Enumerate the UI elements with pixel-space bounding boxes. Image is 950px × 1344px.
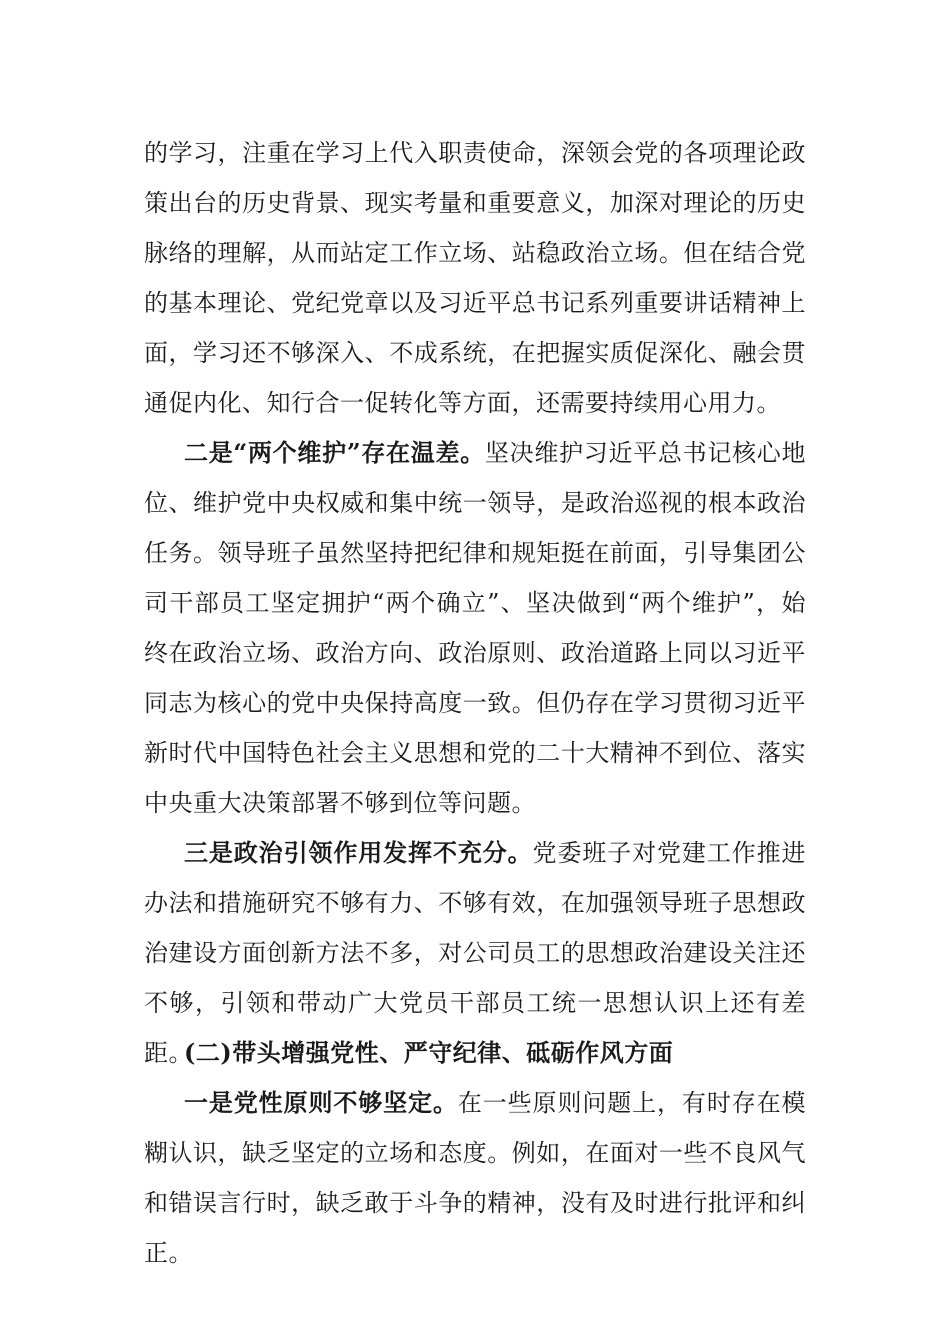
paragraph-text: 党委班子对党建工作推进办法和措施研究不够有力、不够有效，在加强领导班子思想政治建设方面创新方法不多，对公司员工的思想政治建设关注还不够，引领和带动广大党员干部员工统一思想认识上还有差距。 bbox=[144, 839, 807, 1067]
paragraph-text: 的学习，注重在学习上代入职责使命，深领会党的各项理论政策出台的历史背景、现实考量和重要意义，加深对理论的历史脉络的理解，从而站定工作立场、站稳政治立场。但在结合党的基本理论、党纪党章以及习近平总书记系列重要讲话精神上面，学习还不够深入、不成系统，在把握实质促深化、融会贯通促内化、知行合一促转化等方面，还需要持续用心用力。 bbox=[144, 139, 806, 417]
paragraph-party-principle bbox=[144, 1078, 806, 1278]
paragraph-study-continuation bbox=[144, 128, 806, 428]
paragraph-two-safeguards bbox=[144, 428, 806, 828]
section-heading: (二)带头增强党性、严守纪律、砥砺作风方面 bbox=[184, 1038, 674, 1067]
paragraph-text: 在一些原则问题上，有时存在模糊认识，缺乏坚定的立场和态度。例如，在面对一些不良风气和错误言行时，缺乏敢于斗争的精神，没有及时进行批评和纠正。 bbox=[144, 1089, 807, 1267]
paragraph-lead-heading: 二是“两个维护”存在温差。 bbox=[184, 438, 485, 467]
paragraph-text: 坚决维护习近平总书记核心地位、维护党中央权威和集中统一领导，是政治巡视的根本政治任务。领导班子虽然坚持把纪律和规矩挺在前面，引导集团公司干部员工坚定拥护“两个确立”、坚决做到“两个维护”，始终在政治立场、政治方向、政治原则、政治道路上同以习近平同志为核心的党中央保持高度一致。但仍存在学习贯彻习近平新时代中国特色社会主义思想和党的二十大精神不到位、落实中央重大决策部署不够到位等问题。 bbox=[144, 439, 807, 817]
paragraph-lead-heading: 一是党性原则不够坚定。 bbox=[184, 1088, 458, 1117]
paragraph-lead-heading: 三是政治引领作用发挥不充分。 bbox=[184, 838, 533, 867]
